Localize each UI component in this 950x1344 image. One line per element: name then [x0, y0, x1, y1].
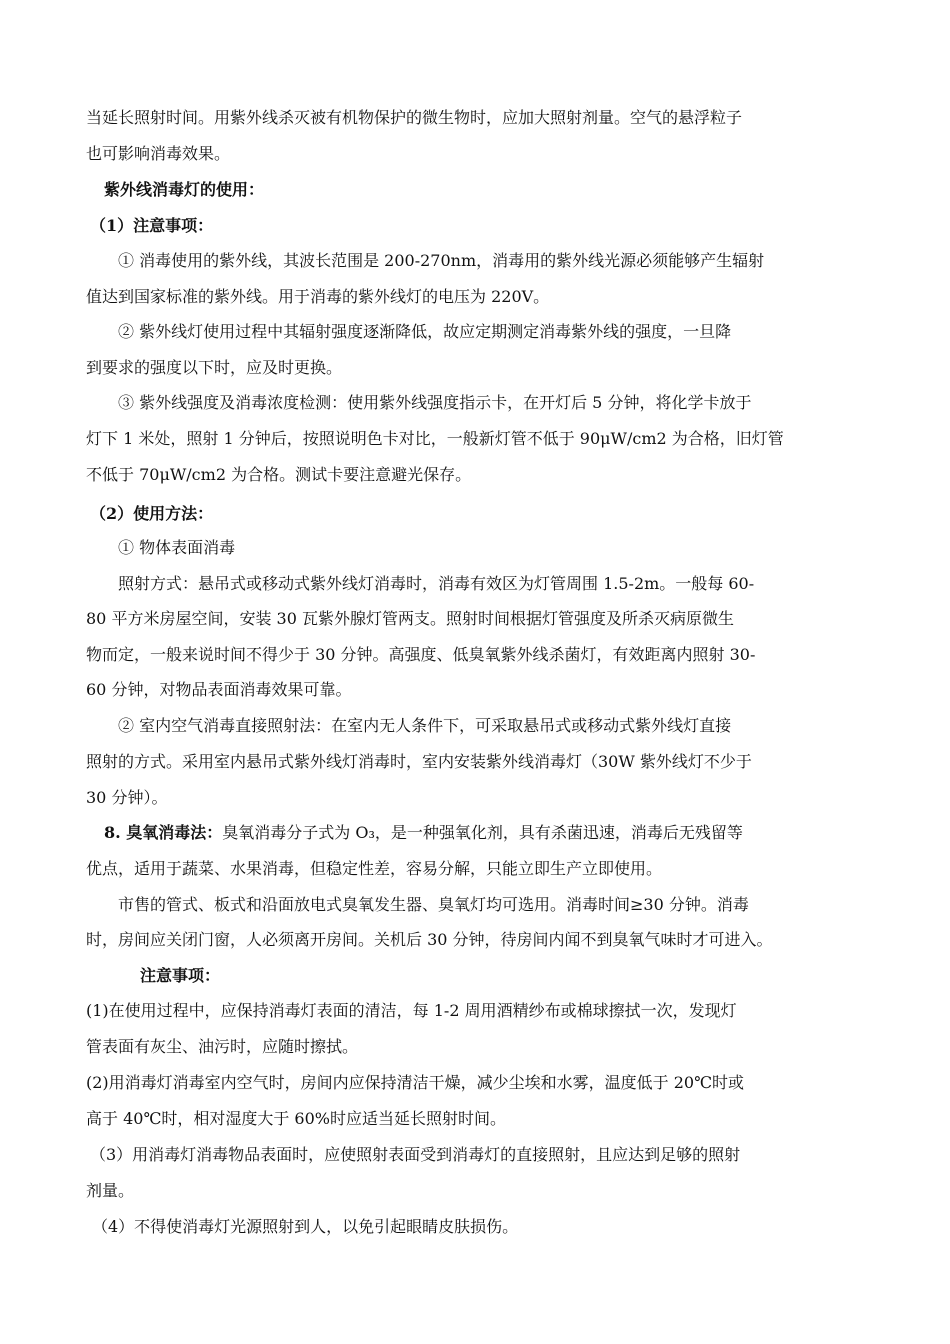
paragraph-line: 照射方式：悬吊式或移动式紫外线灯消毒时，消毒有效区为灯管周围 1.5-2m。一般每 60- [118, 574, 755, 593]
subsection-heading: （1）注意事项： [90, 216, 214, 235]
ozone-intro-text: 臭氧消毒分子式为 O₃，是一种强氧化剂，具有杀菌迅速，消毒后无残留等 [222, 823, 743, 842]
section-heading: 紫外线消毒灯的使用： [104, 180, 265, 199]
paragraph-line: 时，房间应关闭门窗，人必须离开房间。关机后 30 分钟，待房间内闻不到臭氧气味时才可进入。 [86, 930, 773, 949]
paragraph-line: 灯下 1 米处，照射 1 分钟后，按照说明色卡对比，一般新灯管不低于 90μW/cm2 为合格，旧灯管 [86, 429, 784, 448]
paragraph-line: 不低于 70μW/cm2 为合格。测试卡要注意避光保存。 [86, 465, 472, 484]
subsection-heading: （2）使用方法： [90, 504, 214, 523]
paragraph-line: ② 紫外线灯使用过程中其辐射强度逐渐降低，故应定期测定消毒紫外线的强度，一旦降 [118, 322, 732, 341]
paragraph-line: （4）不得使消毒灯光源照射到人，以免引起眼睛皮肤损伤。 [92, 1217, 519, 1236]
paragraph-line: 值达到国家标准的紫外线。用于消毒的紫外线灯的电压为 220V。 [86, 287, 550, 306]
paragraph-line: 当延长照射时间。用紫外线杀灭被有机物保护的微生物时，应加大照射剂量。空气的悬浮粒子 [86, 108, 743, 127]
section-heading-ozone: 8. 臭氧消毒法： [104, 823, 223, 842]
paragraph-line: ① 物体表面消毒 [118, 538, 236, 557]
paragraph-line: ③ 紫外线强度及消毒浓度检测：使用紫外线强度指示卡，在开灯后 5 分钟，将化学卡放于 [118, 393, 752, 412]
paragraph-line: 管表面有灰尘、油污时，应随时擦拭。 [86, 1037, 359, 1056]
paragraph-line: 优点，适用于蔬菜、水果消毒，但稳定性差，容易分解，只能立即生产立即使用。 [86, 859, 663, 878]
paragraph-line: 到要求的强度以下时，应及时更换。 [86, 358, 343, 377]
paragraph-line [104, 823, 874, 843]
paragraph-line: 60 分钟，对物品表面消毒效果可靠。 [86, 680, 352, 699]
paragraph-line: （3）用消毒灯消毒物品表面时，应使照射表面受到消毒灯的直接照射，且应达到足够的照射 [90, 1145, 741, 1164]
notes-heading: 注意事项： [140, 966, 221, 985]
paragraph-line: 30 分钟）。 [86, 788, 168, 807]
paragraph-line: ② 室内空气消毒直接照射法：在室内无人条件下，可采取悬吊式或移动式紫外线灯直接 [118, 716, 732, 735]
paragraph-line: 80 平方米房屋空间，安装 30 瓦紫外腺灯管两支。照射时间根据灯管强度及所杀灭病原微生 [86, 609, 734, 628]
paragraph-line: 照射的方式。采用室内悬吊式紫外线灯消毒时，室内安装紫外线消毒灯（30W 紫外线灯不少于 [86, 752, 752, 771]
paragraph-line: ① 消毒使用的紫外线，其波长范围是 200-270nm，消毒用的紫外线光源必须能够产生辐射 [118, 251, 765, 270]
paragraph-line: 剂量。 [86, 1181, 135, 1200]
paragraph-line: 市售的管式、板式和沿面放电式臭氧发生器、臭氧灯均可选用。消毒时间≥30 分钟。消毒 [118, 895, 749, 914]
paragraph-line: 也可影响消毒效果。 [86, 144, 231, 163]
paragraph-line: 物而定，一般来说时间不得少于 30 分钟。高强度、低臭氧紫外线杀菌灯，有效距离内照射 30- [86, 645, 756, 664]
paragraph-line: 高于 40℃时，相对湿度大于 60%时应适当延长照射时间。 [86, 1109, 506, 1128]
paragraph-line: (1)在使用过程中，应保持消毒灯表面的清洁，每 1-2 周用酒精纱布或棉球擦拭一次，发现灯 [86, 1001, 737, 1020]
paragraph-line: (2)用消毒灯消毒室内空气时，房间内应保持清洁干燥，减少尘埃和水雾，温度低于 20℃时或 [86, 1073, 745, 1092]
